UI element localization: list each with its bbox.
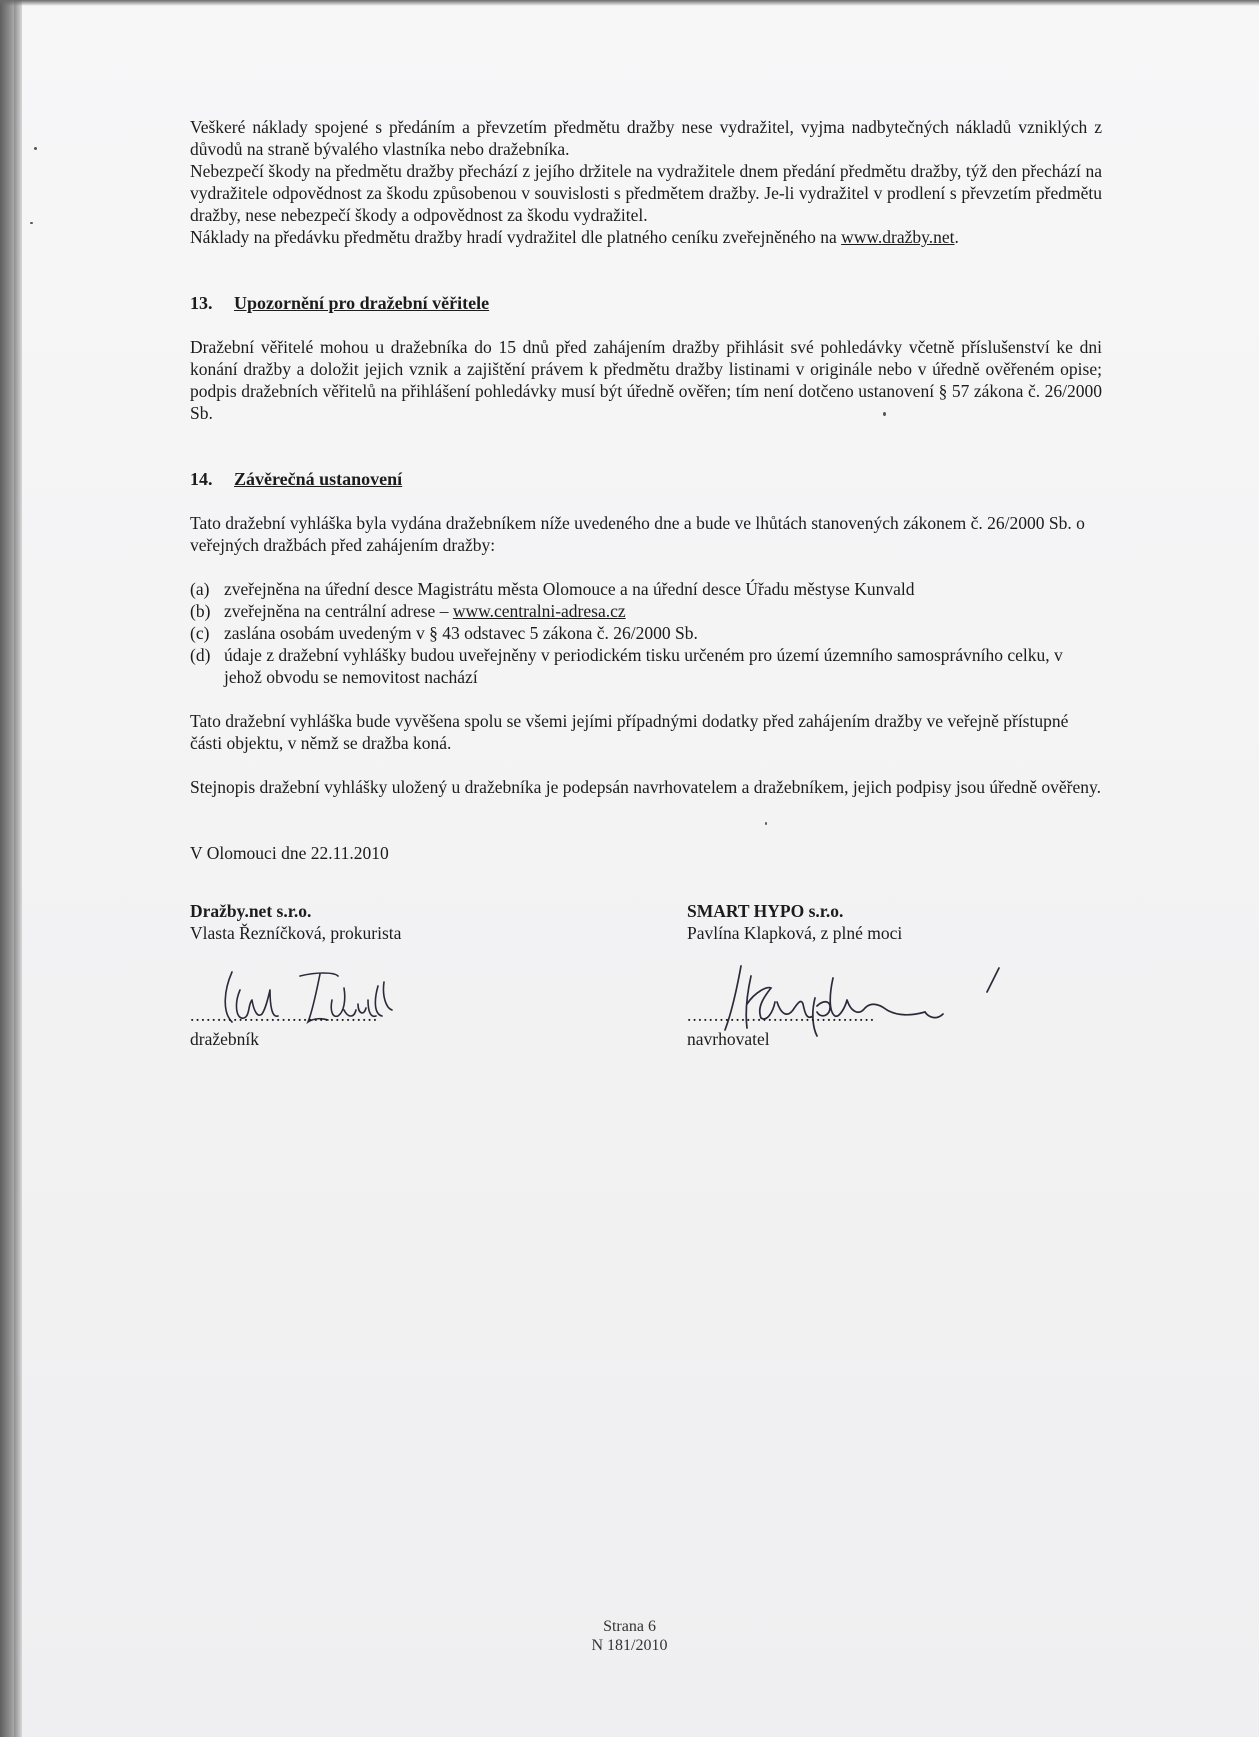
page-number: Strana 6: [603, 1618, 656, 1635]
proposer-signature: [711, 958, 1031, 1038]
centralni-adresa-link[interactable]: www.centralni-adresa.cz: [452, 601, 626, 621]
auctioneer-person: Vlasta Řezníčková, prokurista: [190, 923, 402, 943]
drazby-net-link[interactable]: www.dražby.net: [841, 227, 955, 247]
page-footer: [0, 1617, 1259, 1655]
section-14-number: 14.: [190, 469, 213, 489]
list-marker: (d): [190, 645, 211, 665]
proposer-person: Pavlína Klapková, z plné moci: [687, 923, 903, 943]
proposer-signature-line: ...................................: [687, 1005, 876, 1025]
section-13-title: Upozornění pro dražební věřitele: [234, 293, 490, 313]
list-marker: (c): [190, 623, 210, 643]
list-marker: (b): [190, 601, 211, 621]
section-13-number: 13.: [190, 293, 213, 313]
list-text: [224, 600, 1102, 622]
scan-top-edge: [0, 0, 1259, 6]
scan-speck: [34, 147, 37, 150]
section-14-copy: Stejnopis dražební vyhlášky uložený u dražebníka je podepsán navrhovatelem a dražebníkem, jejich podpisy jsou úředně ověřeny.: [190, 777, 1102, 797]
delivery-costs-suffix: .: [954, 227, 959, 247]
list-item: [190, 622, 1102, 644]
section-14-heading: [190, 468, 1102, 490]
list-item: [190, 644, 1102, 688]
paragraph-risk: Nebezpečí škody na předmětu dražby přechází z jejího držitele na vydražitele dnem předání předmětu dražby, týž den přechází na vydražitele odpovědnost za škodu způsobenou v souvislosti s předmětem dražby. Je-li vydražitel v prodlení s převzetím předmětu dražby, nese nebezpečí škody a odpovědnost za škodu vydražitel.: [190, 161, 1102, 225]
section-14: [190, 468, 1102, 798]
publication-list: [190, 578, 1102, 688]
list-marker: (a): [190, 579, 210, 599]
auctioneer-firm: Dražby.net s.r.o.: [190, 901, 312, 921]
section-14-posting: Tato dražební vyhláška bude vyvěšena spolu se všemi jejími případnými dodatky před zahájením dražby ve veřejně přístupné části objektu, v němž se dražba koná.: [190, 711, 1069, 753]
section-13-heading: [190, 292, 1102, 314]
signature-block-proposer: [687, 900, 1047, 1049]
signature-area: [190, 900, 1102, 1090]
section-13: [190, 292, 1102, 424]
scan-speck: [30, 222, 33, 224]
paragraph-delivery-costs: [190, 226, 1102, 248]
list-text: zveřejněna na úřední desce Magistrátu města Olomouce a na úřední desce Úřadu městyse Kunvald: [224, 579, 915, 599]
document-reference: N 181/2010: [591, 1637, 668, 1654]
section-14-intro: Tato dražební vyhláška byla vydána dražebníkem níže uvedeného dne a bude ve lhůtách stanovených zákonem č. 26/2000 Sb. o veřejných dražbách před zahájením dražby:: [190, 513, 1085, 555]
list-text-prefix: zveřejněna na centrální adrese –: [224, 601, 453, 621]
list-text: údaje z dražební vyhlášky budou uveřejněny v periodickém tisku určeném pro území územního samosprávního celku, v jehož obvodu se nemovitost nachází: [224, 645, 1063, 687]
signature-block-auctioneer: [190, 900, 550, 1049]
list-item: [190, 600, 1102, 622]
paragraph-costs: Veškeré náklady spojené s předáním a převzetím předmětu dražby nese vydražitel, vyjma nadbytečných nákladů vzniklých z důvodů na straně bývalého vlastníka nebo dražebníka.: [190, 117, 1102, 159]
proposer-role: navrhovatel: [687, 1029, 770, 1049]
date-line: V Olomouci dne 22.11.2010: [190, 843, 389, 863]
scan-left-edge: [0, 0, 22, 1737]
auctioneer-role: dražebník: [190, 1029, 259, 1049]
document-body: [190, 116, 1102, 1090]
section-14-title: Závěrečná ustanovení: [234, 469, 403, 489]
proposer-firm: SMART HYPO s.r.o.: [687, 901, 844, 921]
section-13-body: Dražební věřitelé mohou u dražebníka do 15 dnů před zahájením dražby přihlásit své pohledávky včetně příslušenství ke dni konání dražby a doložit jejich vznik a zajištění právem k předmětu dražby listinami v originále nebo v úředně ověřeném opise; podpis dražebních věřitelů na přihlášení pohledávky musí být úředně ověřen; tím není dotčeno ustanovení § 57 zákona č. 26/2000 Sb.: [190, 337, 1102, 423]
list-text: zaslána osobám uvedeným v § 43 odstavec 5 zákona č. 26/2000 Sb.: [224, 623, 698, 643]
delivery-costs-text: Náklady na předávku předmětu dražby hradí vydražitel dle platného ceníku zveřejněného na: [190, 227, 842, 247]
list-item: [190, 578, 1102, 600]
auctioneer-signature-line: ...................................: [190, 1005, 379, 1025]
